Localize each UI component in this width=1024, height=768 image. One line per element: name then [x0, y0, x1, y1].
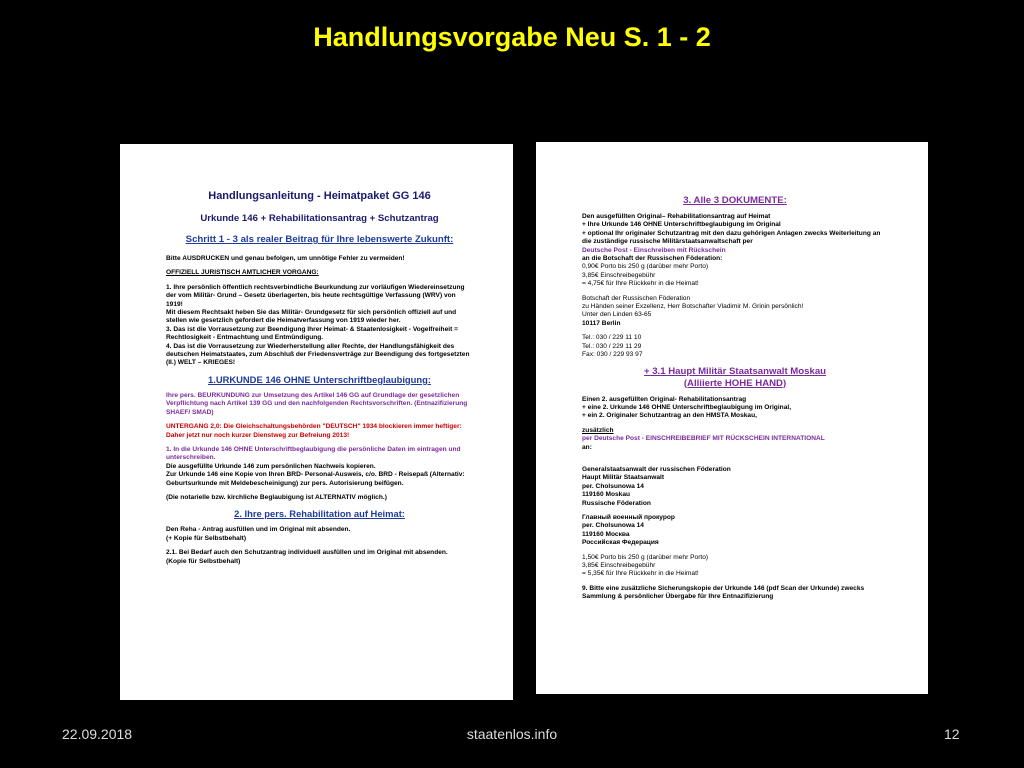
- right-doc-ru4: Российская Федерация: [582, 539, 659, 547]
- right-doc-embassy4: 10117 Berlin: [582, 319, 621, 327]
- right-doc-porto6: = 5,35€ für Ihre Rückkehr in die Heimat!: [582, 570, 699, 578]
- left-doc-official-heading: OFFIZIELL JURISTISCH AMTLICHER VORGANG:: [166, 269, 319, 277]
- right-doc-embassy1: Botschaft der Russischen Föderation: [582, 294, 691, 302]
- right-doc-addr3: per. Cholsunowa 14: [582, 482, 644, 490]
- left-doc-notary: (Die notarielle bzw. kirchliche Beglaubigung ist ALTERNATIV möglich.): [166, 493, 387, 501]
- left-doc-subheading: Urkunde 146 + Rehabilitationsantrag + Schutzantrag: [200, 213, 439, 224]
- left-doc-point3: 3. Das ist die Vorrausetzung zur Beendigung Ihrer Heimat- & Staatenlosigkeit - Vogelfreiheit = Rechtlosigkeit - Entmachtung und Entmündigung.: [166, 325, 458, 342]
- left-doc-section2-title: 2. Ihre pers. Rehabilitation auf Heimat:: [234, 508, 405, 520]
- right-doc-perpost: per Deutsche Post - EINSCHREIBEBRIEF MIT RÜCKSCHEIN INTERNATIONAL: [582, 435, 825, 443]
- right-doc-addr5: Russische Föderation: [582, 499, 651, 507]
- right-doc-ru3: 119160 Москва: [582, 530, 630, 538]
- left-doc-section1-title: 1.URKUNDE 146 OHNE Unterschriftbeglaubigung:: [208, 373, 431, 385]
- right-doc-intro1: Den ausgefüllten Original– Rehabilitationsantrag auf Heimat: [582, 213, 771, 220]
- right-doc-subheading: + 3.1 Haupt Militär Staatsanwalt Moskau: [643, 365, 827, 377]
- left-doc-section2-text: Den Reha - Antrag ausfüllen und im Original mit absenden.: [166, 526, 351, 534]
- left-doc-step1c: Zur Urkunde 146 eine Kopie von Ihren BRD- Personal-Ausweis, c/o. BRD - Reisepaß (Alternativ: Geburtsurkunde mit Meldebescheinigung) zur pers. Autorisierung beifügen.: [166, 471, 465, 487]
- right-doc-an: an:: [582, 443, 592, 451]
- right-doc-second1: Einen 2. ausgefüllten Original- Rehabilitationsantrag: [582, 395, 747, 403]
- document-page-right: [536, 142, 928, 694]
- right-doc-ru2: per. Cholsunowa 14: [582, 522, 644, 530]
- right-doc-heading: 3. Alle 3 DOKUMENTE:: [683, 195, 787, 206]
- right-doc-point9: 9. Bitte eine zusätzliche Sicherungskopie der Urkunde 146 (pdf Scan der Urkunde) zwecks Sammlung & persönlicher Übergabe für Ihre Entnazifizierung: [582, 584, 865, 601]
- right-doc-porto1: 0,90€ Porto bis 250 g (darüber mehr Porto): [582, 263, 709, 271]
- right-doc-fax: Fax: 030 / 229 93 97: [582, 351, 643, 359]
- left-doc-point4: 4. Das ist die Vorrausetzung zur Wiederherstellung aller Rechte, der Handlungsfähigkeit des deutschen Heimatstaates, zum Abschluß der Friedensverträge zur Beendigung des fortgesetzten (II.) WELT – KRIEGES!: [166, 342, 470, 367]
- right-doc-intro3: + optional Ihr originaler Schutzantrag mit den dazu gehörigen Anlagen zwecks Weiterleitung an die zuständige russische Militärstaatsanwaltschaft per: [582, 229, 881, 246]
- left-doc-step-heading: Schritt 1 - 3 als realer Beitrag für Ihre lebenswerte Zukunft:: [185, 234, 454, 245]
- right-doc-intro5: an die Botschaft der Russischen Föderation:: [582, 255, 723, 263]
- right-doc-porto5: 3,85€ Einschreibegebühr: [582, 562, 656, 569]
- slide-title: Handlungsvorgabe Neu S. 1 - 2: [313, 22, 711, 52]
- right-doc-intro4: Deutsche Post - Einschreiben mit Rückschein: [582, 246, 726, 254]
- footer-site: staatenlos.info: [466, 726, 558, 742]
- right-doc-subheading-b: (Alliierte HOHE HAND): [683, 377, 787, 389]
- left-doc-section21-copy: (Kopie für Selbstbehalt): [166, 557, 241, 565]
- right-doc-ru1: Главный военный прокурор: [582, 513, 675, 521]
- right-doc-tel2: Tel.: 030 / 229 11 29: [582, 342, 642, 350]
- right-doc-zusaetzlich: zusätzlich: [582, 426, 614, 434]
- left-doc-point1: 1. Ihre persönlich öffentlich rechtsverbindliche Beurkundung zur vorläufigen Wiedereinsetzung der vom Militär- Grund – Gesetz überlagerten, bis heute rechtsgültige Verfassung (WRV) von 1919!: [166, 283, 465, 308]
- left-doc-intro: Bitte AUSDRUCKEN und genau befolgen, um unnötige Fehler zu vermeiden!: [166, 255, 405, 262]
- right-doc-embassy2: zu Händen seiner Exzellenz, Herr Botschafter Vladimir M. Grinin persönlich!: [582, 303, 804, 311]
- right-doc-second3: + ein 2. Originaler Schutzantrag an den HMSTA Moskau,: [582, 412, 757, 420]
- left-doc-point1b: Mit diesem Rechtsakt heben Sie das Militär- Grundgesetz für sich persönlich offiziell auf und stellen wie gesetzlich gefordert die Heimatverfassung von 1919 wieder her.: [166, 309, 457, 325]
- left-doc-section1-text: Ihre pers. BEURKUNDUNG zur Umsetzung des Artikel 146 GG auf Grundlage der gesetzlichen Verpflichtung nach Artikel 139 GG und den nachfolgenden Rechtsvorschriften. (Entnazifizierung SHAEF/ SMAD): [166, 391, 468, 416]
- document-page-left: [120, 144, 513, 700]
- footer-date: 22.09.2018: [62, 726, 133, 742]
- right-doc-porto4: 1,50€ Porto bis 250 g (darüber mehr Porto): [582, 553, 709, 561]
- right-doc-intro2: + Ihre Urkunde 146 OHNE Unterschriftbeglaubigung im Original: [582, 221, 781, 229]
- right-doc-addr2: Haupt Militär Staatsanwalt: [582, 474, 665, 482]
- left-doc-step1b: Die ausgefüllte Urkunde 146 zum persönlichen Nachweis kopieren.: [166, 462, 376, 470]
- left-doc-heading: Handlungsanleitung - Heimatpaket GG 146: [208, 190, 431, 202]
- right-doc-second2: + eine 2. Urkunde 146 OHNE Unterschriftbeglaubigung im Original,: [582, 403, 792, 411]
- right-doc-embassy3: Unter den Linden 63-65: [582, 311, 652, 319]
- right-doc-addr4: 119160 Moskau: [582, 491, 631, 499]
- footer-page-number: 12: [944, 726, 960, 742]
- left-doc-step1: 1. In die Urkunde 146 OHNE Unterschriftbeglaubigung die persönliche Daten im eintragen und unterschreiben.: [166, 445, 461, 462]
- left-doc-untergang: UNTERGANG 2,0: Die Gleichschaltungsbehörden "DEUTSCH" 1934 blockieren immer heftiger: Daher jetzt nur noch kurzer Dienstweg zur Befreiung 2013!: [166, 423, 462, 439]
- right-doc-porto2: 3,85€ Einschreibegebühr: [582, 271, 656, 279]
- left-doc-section21: 2.1. Bei Bedarf auch den Schutzantrag individuell ausfüllen und im Original mit absenden.: [166, 549, 448, 557]
- right-doc-tel1: Tel.: 030 / 229 11 10: [582, 334, 642, 342]
- right-doc-addr1: Generalstaatsanwalt der russischen Föderation: [582, 465, 731, 473]
- left-doc-section2-copy: (+ Kopie für Selbstbehalt): [166, 534, 247, 542]
- right-doc-porto3: = 4,75€ für Ihre Rückkehr in die Heimat!: [582, 280, 699, 288]
